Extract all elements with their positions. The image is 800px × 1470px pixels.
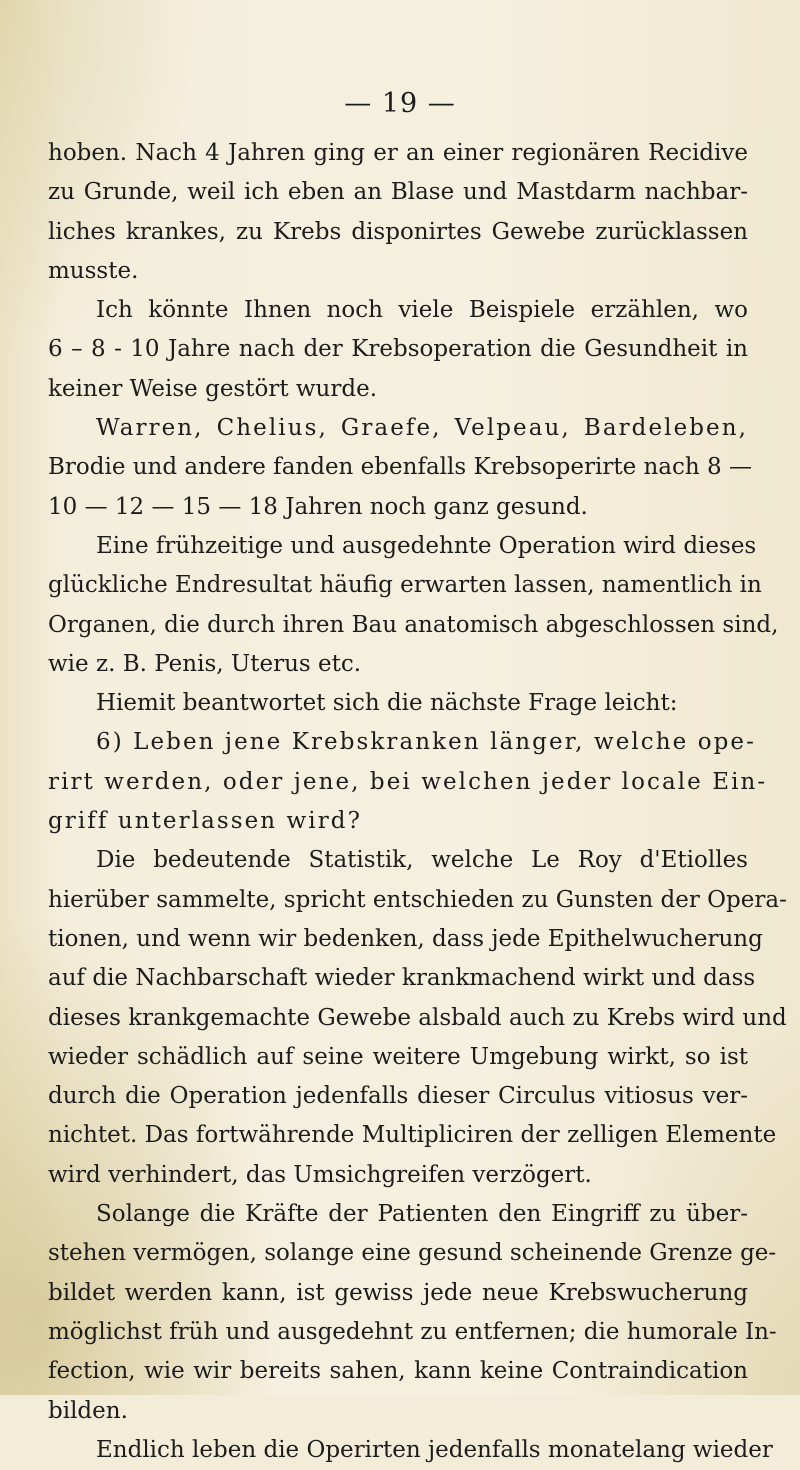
text-line: wieder schädlich auf seine weitere Umgebung wirkt, so ist (48, 1043, 748, 1070)
text-line: glückliche Endresultat häufig erwarten lassen, namentlich in (48, 572, 762, 599)
text-line: Die bedeutende Statistik, welche Le Roy d'Etiolles (96, 847, 748, 874)
text-line: Ich könnte Ihnen noch viele Beispiele erzählen, wo (96, 297, 748, 324)
question-heading-line: griff unterlassen wird? (48, 808, 362, 835)
question-heading-line: rirt werden, oder jene, bei welchen jeder locale Ein- (48, 768, 768, 795)
text-line: möglichst früh und ausgedehnt zu entfernen; die humorale In- (48, 1318, 777, 1345)
text-line: durch die Operation jedenfalls dieser Circulus vitiosus ver- (48, 1083, 748, 1110)
text-line: 10 — 12 — 15 — 18 Jahren noch ganz gesund. (48, 493, 588, 520)
page-number-header: — 19 — (344, 88, 456, 119)
text-line: tionen, und wenn wir bedenken, dass jede Epithelwucherung (48, 925, 763, 952)
text-line: bilden. (48, 1397, 128, 1424)
text-line: wird verhindert, das Umsichgreifen verzögert. (48, 1161, 592, 1188)
text-line: Solange die Kräfte der Patienten den Eingriff zu über- (96, 1201, 748, 1228)
text-line: auf die Nachbarschaft wieder krankmachend wirkt und dass (48, 965, 756, 992)
text-line: liches krankes, zu Krebs disponirtes Gewebe zurücklassen (48, 218, 748, 245)
text-line: hierüber sammelte, spricht entschieden zu Gunsten der Opera- (48, 886, 787, 913)
text-line: Endlich leben die Operirten jedenfalls monatelang wieder (96, 1436, 773, 1463)
question-heading-line: 6) Leben jene Krebskranken länger, welche ope- (96, 729, 756, 756)
text-line: dieses krankgemachte Gewebe alsbald auch zu Krebs wird und (48, 1004, 787, 1031)
body-text (48, 134, 787, 1470)
text-line: stehen vermögen, solange eine gesund scheinende Grenze ge- (48, 1240, 777, 1267)
text-line: bildet werden kann, ist gewiss jede neue Krebswucherung (48, 1279, 748, 1306)
text-line: fection, wie wir bereits sahen, kann keine Contraindication (48, 1358, 748, 1385)
text-line: zu Grunde, weil ich eben an Blase und Mastdarm nachbar- (48, 179, 748, 206)
text-line: Organen, die durch ihren Bau anatomisch abgeschlossen sind, (48, 611, 779, 638)
text-line: Brodie und andere fanden ebenfalls Krebsoperirte nach 8 — (48, 454, 752, 481)
text-line: musste. (48, 257, 139, 284)
text-line: hoben. Nach 4 Jahren ging er an einer regionären Recidive (48, 140, 748, 166)
text-line: nichtet. Das fortwährende Multipliciren der zelligen Elemente (48, 1122, 777, 1149)
text-line: wie z. B. Penis, Uterus etc. (48, 650, 362, 677)
text-line: Eine frühzeitige und ausgedehnte Operation wird dieses (96, 532, 757, 559)
text-line: Hiemit beantwortet sich die nächste Frage leicht: (96, 690, 678, 717)
text-line: 6 – 8 - 10 Jahre nach der Krebsoperation die Gesundheit in (48, 336, 748, 363)
text-line: keiner Weise gestört wurde. (48, 375, 378, 402)
text-line: Warren, Chelius, Graefe, Velpeau, Bardeleben, (96, 415, 748, 442)
